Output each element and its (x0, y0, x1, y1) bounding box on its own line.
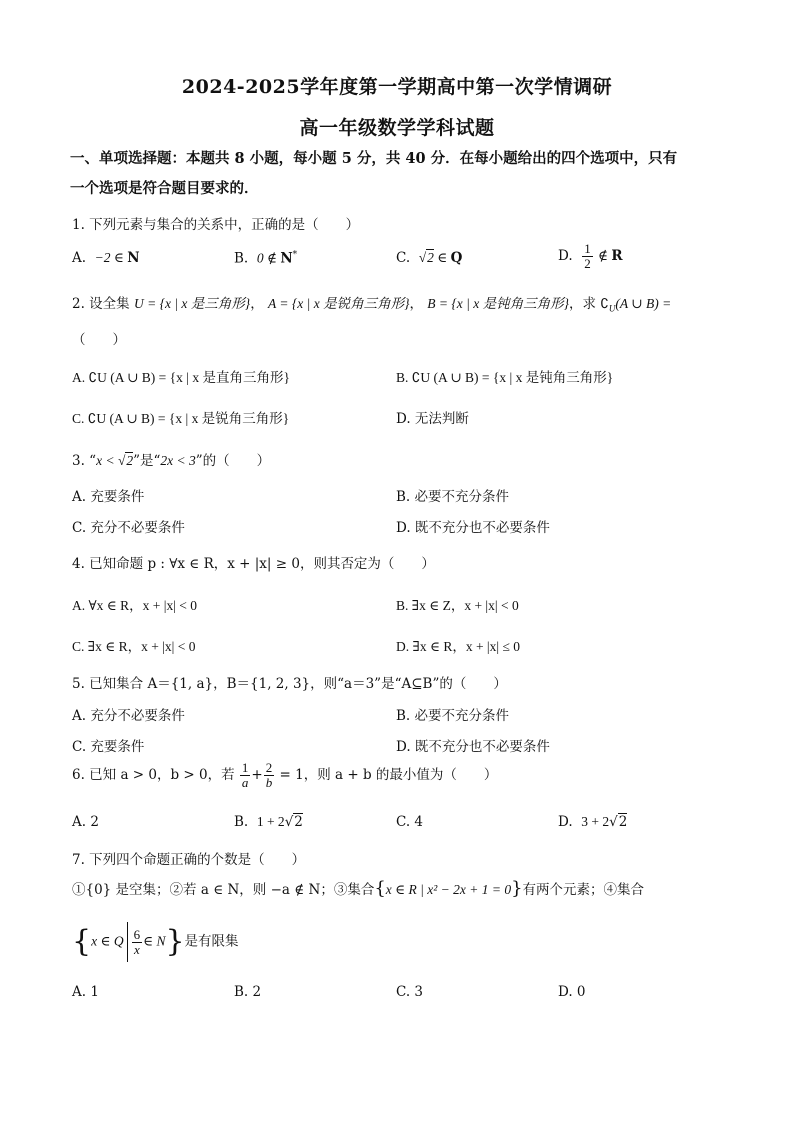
section-heading-line1: 一、单项选择题：本题共 8 小题，每小题 5 分，共 40 分．在每小题给出的四个选项中，只有 (70, 150, 678, 167)
q1-option-c-math: ∈ (437, 250, 451, 265)
q1-option-d-math: ∉ (598, 248, 612, 263)
q7-option-a: A. 1 (72, 984, 99, 1000)
q3-stem-c: 2x < 3 (160, 453, 196, 468)
question-2-stem: 2. 设全集 U = {x | x 是三角形}， A = {x | x 是锐角三角形}， B = {x | x 是钝角三角形}，求 $∁_U(A$ ∪ B) = (72, 296, 672, 314)
q7-set-3: x ∈ R | x² − 2x + 1 = 0 (385, 882, 512, 897)
q1-option-c-label: C. (396, 250, 411, 266)
q7-set-4-post: ∈ N (143, 933, 166, 949)
question-5-stem: 5. 已知集合 A＝{1, a}，B＝{1, 2, 3}，则“a＝3”是“A⊆B”的（ ） (72, 676, 507, 692)
q4-option-d: D. ∃x ∈ R，x + |x| ≤ 0 (396, 639, 520, 654)
q1-option-a-label: A. (72, 250, 87, 266)
question-7-stem: 7. 下列四个命题正确的个数是（ ） (72, 852, 306, 868)
q3-option-d: D. 既不充分也不必要条件 (396, 520, 550, 536)
q6-option-b-label: B. (234, 814, 249, 830)
q6-option-d: D. 3 + 2√2 (558, 814, 628, 830)
q5-option-a: A. 充分不必要条件 (72, 708, 185, 724)
q1-option-a: A. −2 ∈ N (72, 250, 140, 266)
q1-option-d-label: D. (558, 248, 573, 264)
page-title: 2024-2025学年度第一学期高中第一次学情调研 (181, 76, 613, 98)
q5-option-b: B. 必要不充分条件 (396, 708, 510, 724)
section-heading-line2: 一个选项是符合题目要求的． (70, 180, 259, 197)
q3-stem-d: ”的（ ） (195, 453, 271, 469)
q6-option-c: C. 4 (396, 814, 424, 830)
question-4-stem: 4. 已知命题 p : ∀x ∈ R，x + |x| ≥ 0，则其否定为（ ） (72, 556, 435, 572)
question-3-stem: 3. “x < √2”是“2x < 3”的（ ） (72, 453, 271, 469)
q7-line2-tail: 是有限集 (184, 933, 239, 950)
q2-option-d: D. 无法判断 (396, 411, 469, 427)
q1-option-b-label: B. (234, 250, 249, 267)
q7-line1-a: ①{0} 是空集；②若 a ∈ N，则 −a ∉ N；③集合 (72, 882, 375, 898)
q7-option-c: C. 3 (396, 984, 424, 1000)
q1-option-b: B. 0 ∉ N* (234, 250, 298, 267)
q2-set-a: A = {x | x 是锐角三角形} (268, 296, 410, 311)
q2-ask: ，求 ∁ (569, 296, 609, 312)
q1-option-c: C. √2 ∈ Q (396, 250, 463, 266)
q3-option-a: A. 充要条件 (72, 489, 145, 505)
q2-set-u: U = {x | x 是三角形} (133, 296, 251, 311)
q7-set-4-pre: x ∈ Q (91, 933, 124, 949)
q3-stem-a: 3. “ (72, 453, 97, 469)
section-heading (70, 144, 730, 204)
q4-option-c: C. ∃x ∈ R，x + |x| < 0 (72, 639, 196, 654)
q6-option-d-label: D. (558, 814, 573, 830)
q6-option-a: A. 2 (72, 814, 99, 830)
question-6-stem: 6. 已知 a > 0，b > 0，若 $\frac{1}{a}$ + $\frac{2}{b}$ = 1，则 a + b 的最小值为（ ） (72, 760, 498, 790)
q2-set-b: B = {x | x 是钝角三角形} (427, 296, 570, 311)
q3-option-c: C. 充分不必要条件 (72, 520, 185, 536)
q4-option-a: A. ∀x ∈ R，x + |x| < 0 (72, 598, 198, 613)
q1-option-b-math: 0 ∉ (256, 250, 281, 266)
question-1-stem: 1. 下列元素与集合的关系中，正确的是（ ） (72, 217, 360, 233)
q2-paren: （ ） (72, 332, 126, 348)
q2-option-a: A. ∁U (A ∪ B) = {x | x 是直角三角形} (72, 370, 290, 385)
page-subtitle: 高一年级数学学科试题 (299, 117, 495, 139)
q5-option-c: C. 充要条件 (72, 739, 145, 755)
q3-option-b: B. 必要不充分条件 (396, 489, 510, 505)
q7-statements-line2: {x ∈ Q $\frac{6}{x}$ ∈ N}是有限集 (72, 922, 239, 962)
q6-option-d-math: 3 + 2 (581, 814, 610, 829)
q2-option-b: B. ∁U (A ∪ B) = {x | x 是钝角三角形} (396, 370, 614, 385)
q5-option-d: D. 既不充分也不必要条件 (396, 739, 550, 755)
q1-option-d: D. $\frac{1}{2}$ ∉ R (558, 241, 623, 271)
q6-stem-a: 6. 已知 a > 0，b > 0，若 (72, 767, 235, 783)
q2-prefix: 2. 设全集 (72, 296, 130, 312)
q4-option-b: B. ∃x ∈ Z，x + |x| < 0 (396, 598, 519, 613)
q1-option-a-math: −2 ∈ (94, 250, 128, 265)
q7-statements-line1: ①{0} 是空集；②若 a ∈ N，则 −a ∉ N；③集合{x ∈ R | x² − 2x + 1 = 0}有两个元素；④集合 (72, 878, 645, 899)
q6-stem-b: = 1，则 a + b 的最小值为（ ） (279, 767, 498, 783)
q6-option-b-math: 1 + 2 (256, 814, 285, 829)
q6-option-b: B. 1 + 2√2 (234, 814, 303, 830)
q7-line1-b: 有两个元素；④集合 (522, 882, 645, 898)
q7-option-b: B. 2 (234, 984, 262, 1000)
q3-stem-b: ”是“ (133, 453, 161, 469)
q7-option-d: D. 0 (558, 984, 586, 1000)
q2-option-c: C. ∁U (A ∪ B) = {x | x 是锐角三角形} (72, 411, 290, 426)
